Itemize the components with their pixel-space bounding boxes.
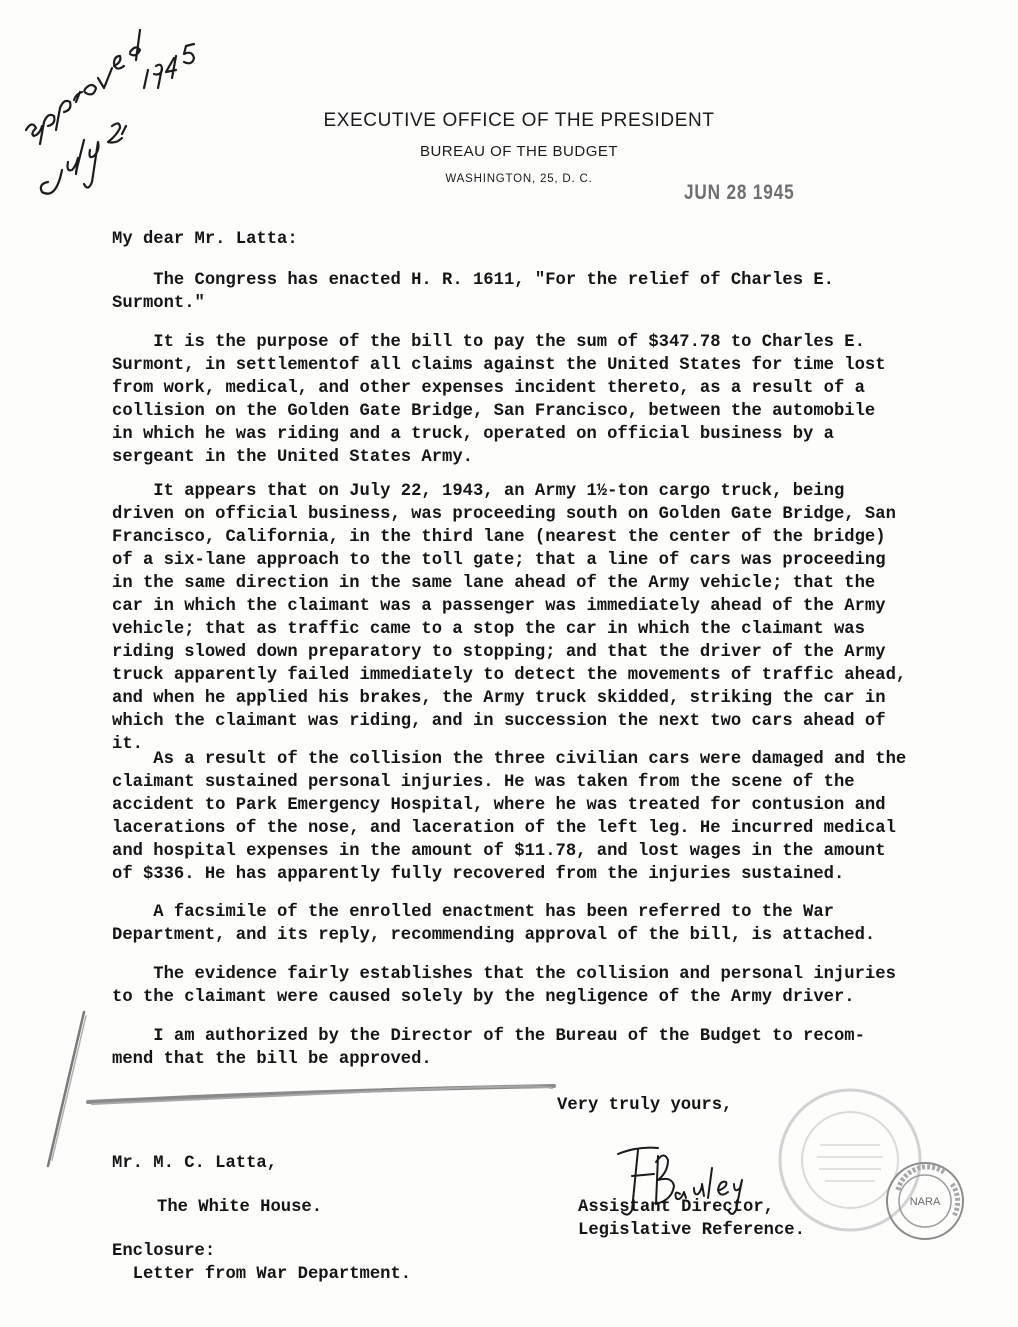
paragraph-purpose: It is the purpose of the bill to pay the sum of $347.78 to Charles E. Surmont, in settlementof all claims against the United States for time lost from work, medical, and other expenses incident thereto, as a result of a collision on the Golden Gate Bridge, San Francisco, between the automobile in which he was riding and a truck, operated on official business by a sergeant in the United States Army. bbox=[112, 333, 886, 467]
letterhead-office: EXECUTIVE OFFICE OF THE PRESIDENT bbox=[323, 110, 715, 131]
nara-stamp bbox=[884, 1160, 966, 1242]
nara-stamp-label: NARA bbox=[909, 1196, 941, 1208]
letterhead-bureau: BUREAU OF THE BUDGET bbox=[419, 143, 619, 160]
closing: Very truly yours, bbox=[557, 1096, 733, 1115]
date-stamp: JUN 28 1945 bbox=[684, 181, 795, 204]
addressee-name: Mr. M. C. Latta, bbox=[112, 1154, 278, 1173]
addressee-place: The White House. bbox=[157, 1198, 323, 1217]
letterhead-address: WASHINGTON, 25, D. C. bbox=[445, 173, 593, 185]
pencil-margin-mark bbox=[40, 1010, 90, 1170]
pencil-underline-mark bbox=[86, 1082, 556, 1112]
paragraph-injuries: As a result of the collision the three civilian cars were damaged and the claimant sustained personal injuries. He was taken from the scene of the accident to Park Emergency Hospital, where he was treated for contusion and lacerations of the nose, and laceration of the left leg. He incurred medical and hospital expenses in the amount of $11.78, and lost wages in the amount of $336. He has apparently fully recovered from the injuries sustained. bbox=[112, 750, 907, 884]
paragraph-facts: It appears that on July 22, 1943, an Army 1½-ton cargo truck, being driven on official business, was proceeding south on Golden Gate Bridge, San Francisco, California, in the third lane (nearest the center of the bridge) of a six-lane approach to the toll gate; that a line of cars was proceeding in the same direction in the same lane ahead of the Army vehicle; that the car in which the claimant was a passenger was immediately ahead of the Army vehicle; that as traffic came to a stop the car in which the claimant was riding slowed down preparatory to stopping; and that the driver of the Army truck apparently failed immediately to detect the movements of traffic ahead, and when he applied his brakes, the Army truck skidded, striking the car in which the claimant was riding, and in succession the next two cars ahead of it. bbox=[112, 482, 907, 754]
paragraph-recommendation: I am authorized by the Director of the Bureau of the Budget to recom- mend that the bill be approved. bbox=[112, 1027, 865, 1069]
paragraph-evidence: The evidence fairly establishes that the collision and personal injuries to the claimant were caused solely by the negligence of the Army driver. bbox=[112, 965, 896, 1007]
paragraph-enactment: The Congress has enacted H. R. 1611, "For the relief of Charles E. Surmont." bbox=[112, 271, 834, 313]
paragraph-war-department: A facsimile of the enrolled enactment has been referred to the War Department, and its reply, recommending approval of the bill, is attached. bbox=[112, 903, 876, 945]
enclosure-note: Enclosure: Letter from War Department. bbox=[112, 1242, 412, 1284]
salutation: My dear Mr. Latta: bbox=[112, 230, 298, 249]
signer-title: Assistant Director, Legislative Reference. bbox=[578, 1198, 805, 1240]
